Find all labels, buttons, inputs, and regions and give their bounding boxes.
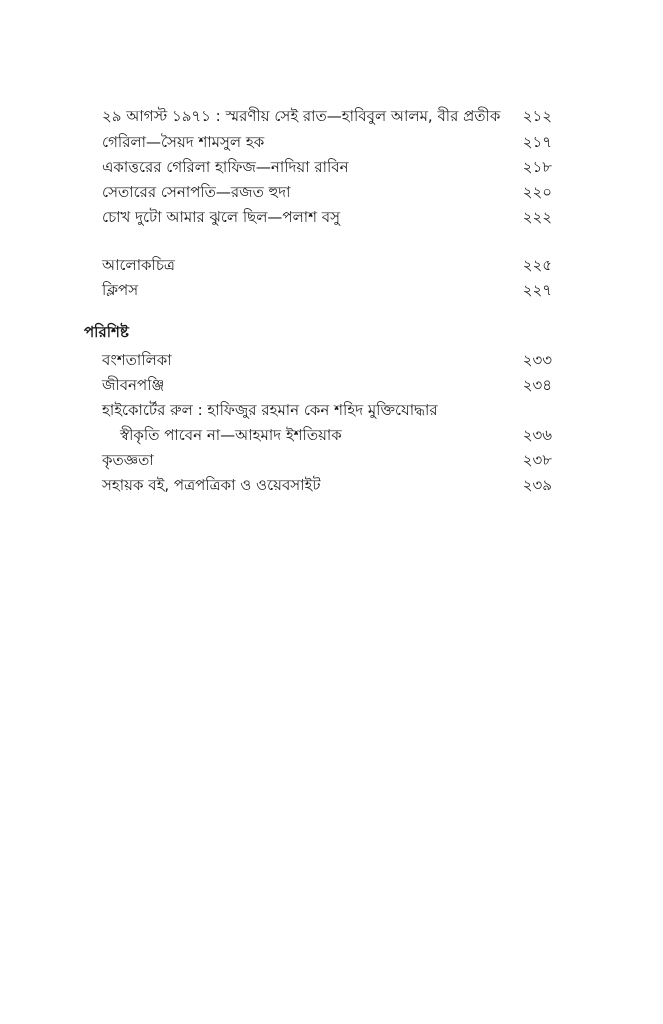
toc-entry-title: কৃতজ্ঞতা [102, 451, 154, 469]
toc-entry [102, 473, 552, 497]
toc-entry-continuation [120, 423, 552, 447]
toc-entry-page: ২৩৩ [522, 351, 552, 369]
toc-entry [102, 130, 552, 154]
toc-entry-page: ২৩৮ [522, 451, 552, 469]
toc-entry [102, 278, 552, 302]
toc-entry-page: ২১৮ [522, 158, 552, 176]
toc-entry-title: ২৯ আগস্ট ১৯৭১ : স্মরণীয় সেই রাত—হাবিবুল আলম, বীর প্রতীক [102, 107, 501, 125]
toc-entry [102, 180, 552, 204]
toc-entry-title: সহায়ক বই, পত্রপত্রিকা ও ওয়েবসাইট [102, 476, 321, 494]
toc-entry-page: ২২২ [522, 208, 552, 226]
toc-entry-page: ২৩৬ [522, 426, 552, 444]
toc-entry [102, 104, 552, 128]
toc-entry-title: জীবনপঞ্জি [102, 376, 165, 394]
toc-entry-title: গেরিলা—সৈয়দ শামসুল হক [102, 133, 265, 151]
toc-entry-title: বংশতালিকা [102, 351, 172, 369]
toc-entry [102, 348, 552, 372]
toc-entry-title: সেতারের সেনাপতি—রজত হুদা [102, 183, 291, 201]
toc-entry-title: একাত্তরের গেরিলা হাফিজ—নাদিয়া রাবিন [102, 158, 349, 176]
toc-entry [102, 155, 552, 179]
toc-entry-page: ২৩৯ [522, 476, 552, 494]
toc-entry-title: আলোকচিত্র [102, 256, 175, 274]
toc-entry-page: ২২০ [522, 183, 552, 201]
toc-entry-page: ২২৫ [522, 256, 552, 274]
toc-entry [102, 398, 552, 422]
toc-entry-page: ২৩৪ [522, 376, 552, 394]
toc-entry-title: হাইকোর্টের রুল : হাফিজুর রহমান কেন শহিদ মুক্তিযোদ্ধার [102, 401, 438, 419]
toc-entry [102, 205, 552, 229]
toc-entry [102, 373, 552, 397]
toc-entry-title: স্বীকৃতি পাবেন না—আহমাদ ইশতিয়াক [120, 426, 342, 444]
toc-entry-title: চোখ দুটো আমার ঝুলে ছিল—পলাশ বসু [102, 208, 341, 226]
toc-entry-page: ২২৭ [522, 281, 552, 299]
toc-entry-page: ২১৭ [522, 133, 552, 151]
section-heading: পরিশিষ্ট [84, 323, 129, 341]
toc-entry-page: ২১২ [522, 107, 552, 125]
toc-entry [102, 448, 552, 472]
toc-entry-title: ক্লিপস [102, 281, 139, 299]
toc-entry [102, 253, 552, 277]
